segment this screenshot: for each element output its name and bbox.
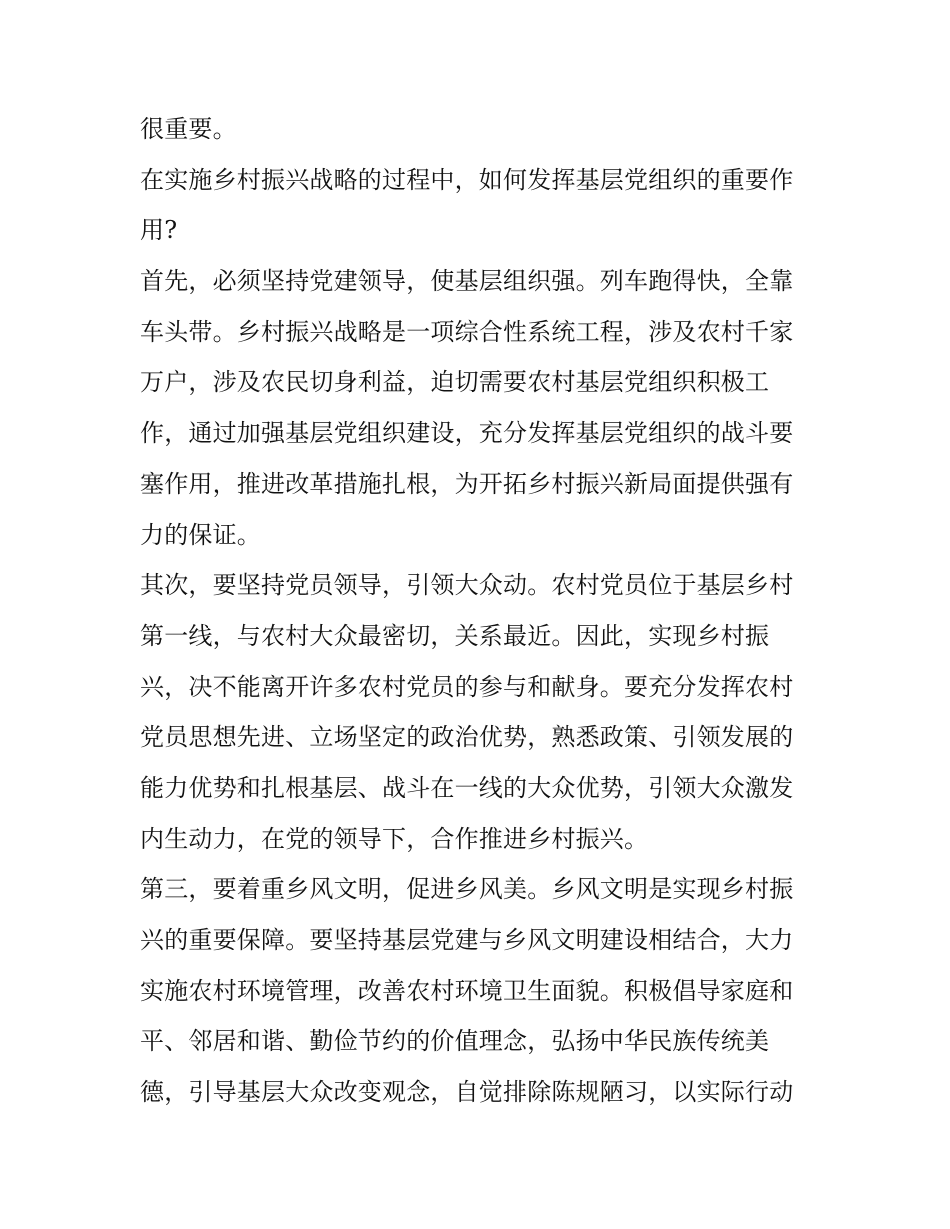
text-line: 塞作用，推进改革措施扎根，为开拓乡村振兴新局面提供强有 <box>140 469 794 498</box>
text-line: 平、邻居和谐、勤俭节约的价值理念，弘扬中华民族传统美 <box>140 1027 770 1056</box>
text-line: 首先，必须坚持党建领导，使基层组织强。列车跑得快，全靠 <box>140 267 794 296</box>
text-line: 兴，决不能离开许多农村党员的参与和献身。要充分发挥农村 <box>140 672 794 701</box>
text-line: 能力优势和扎根基层、战斗在一线的大众优势，引领大众激发 <box>140 773 794 802</box>
text-line: 万户，涉及农民切身利益，迫切需要农村基层党组织积极工 <box>140 368 770 397</box>
text-line: 作，通过加强基层党组织建设，充分发挥基层党组织的战斗要 <box>140 419 794 448</box>
document-body <box>140 104 812 1118</box>
text-line: 车头带。乡村振兴战略是一项综合性系统工程，涉及农村千家 <box>140 317 794 346</box>
text-line: 实施农村环境管理，改善农村环境卫生面貌。积极倡导家庭和 <box>140 976 794 1005</box>
text-line: 德，引导基层大众改变观念，自觉排除陈规陋习，以实际行动 <box>140 1078 794 1107</box>
text-line: 第一线，与农村大众最密切，关系最近。因此，实现乡村振 <box>140 621 770 650</box>
text-line: 党员思想先进、立场坚定的政治优势，熟悉政策、引领发展的 <box>140 723 794 752</box>
text-line: 力的保证。 <box>140 520 261 549</box>
text-line: 第三，要着重乡风文明，促进乡风美。乡风文明是实现乡村振 <box>140 875 794 904</box>
text-line: 很重要。 <box>140 115 237 143</box>
text-line: 其次，要坚持党员领导，引领大众动。农村党员位于基层乡村 <box>140 571 794 600</box>
text-line: 用? <box>140 216 178 245</box>
text-line: 在实施乡村振兴战略的过程中，如何发挥基层党组织的重要作 <box>140 165 794 194</box>
text-line: 兴的重要保障。要坚持基层党建与乡风文明建设相结合，大力 <box>140 926 794 954</box>
text-line: 内生动力，在党的领导下，合作推进乡村振兴。 <box>140 824 649 853</box>
